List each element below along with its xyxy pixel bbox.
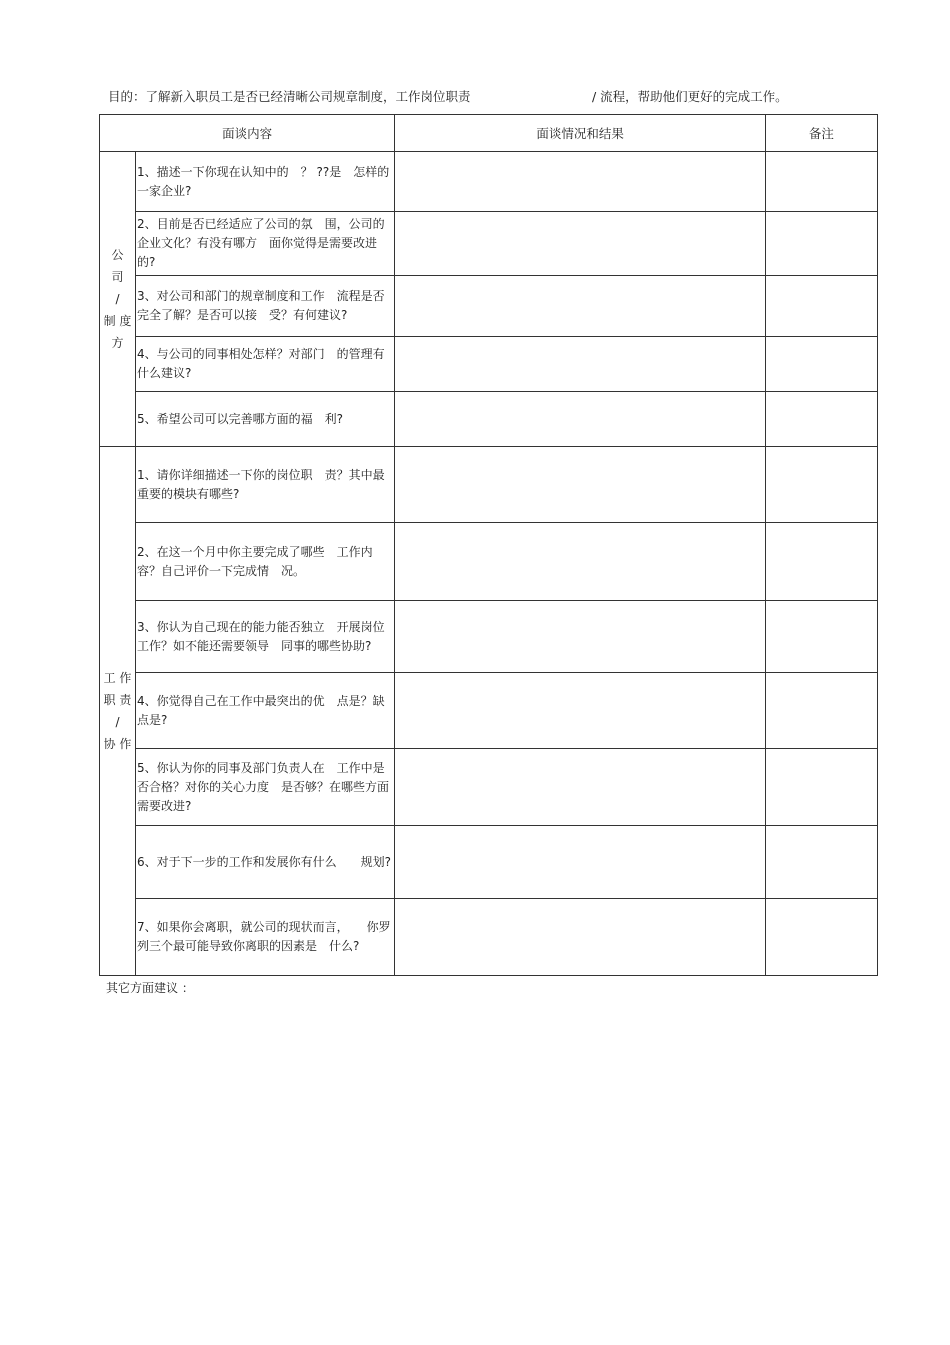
header-row [100,115,878,152]
table-row [100,212,878,276]
header-content: 面谈内容 [100,115,395,152]
question-cell: 6、对于下一步的工作和发展你有什么 规划? [136,826,395,899]
remark-cell[interactable] [765,447,877,523]
table-row [100,152,878,212]
category-line: 协 作 [103,737,132,751]
result-cell[interactable] [395,899,765,976]
category-line: 方 [111,336,124,350]
remark-cell[interactable] [765,523,877,601]
category-line: / [115,715,120,729]
remark-cell[interactable] [765,392,877,447]
question-cell: 4、你觉得自己在工作中最突出的优 点是？缺点是? [136,673,395,749]
result-cell[interactable] [395,673,765,749]
question-cell: 3、对公司和部门的规章制度和工作 流程是否完全了解？是否可以接 受？有何建议? [136,276,395,337]
question-cell: 4、与公司的同事相处怎样？对部门 的管理有什么建议? [136,337,395,392]
result-cell[interactable] [395,447,765,523]
table-row [100,749,878,826]
table-row [100,673,878,749]
remark-cell[interactable] [765,601,877,673]
category-company-system [100,152,136,447]
question-cell: 2、目前是否已经适应了公司的氛 围，公司的企业文化？有没有哪方 面你觉得是需要改进的? [136,212,395,276]
interview-table [99,114,878,976]
question-cell: 1、请你详细描述一下你的岗位职 责？其中最重要的模块有哪些? [136,447,395,523]
header-result: 面谈情况和结果 [395,115,765,152]
category-line: / [115,292,120,306]
result-cell[interactable] [395,337,765,392]
question-cell: 5、希望公司可以完善哪方面的福 利? [136,392,395,447]
table-row [100,392,878,447]
remark-cell[interactable] [765,276,877,337]
question-cell: 3、你认为自己现在的能力能否独立 开展岗位工作？如不能还需要领导 同事的哪些协助? [136,601,395,673]
question-cell: 5、你认为你的同事及部门负责人在 工作中是否合格？对你的关心力度 是否够？在哪些方面需要改进? [136,749,395,826]
question-cell: 1、描述一下你现在认知中的 ？ ??是 怎样的一家企业? [136,152,395,212]
category-line: 工 作 [103,671,132,685]
category-job-duties [100,447,136,976]
question-cell: 7、如果你会离职，就公司的现状而言， 你罗列三个最可能导致你离职的因素是 什么? [136,899,395,976]
table-row [100,826,878,899]
question-cell: 2、在这一个月中你主要完成了哪些 工作内容？自己评价一下完成情 况。 [136,523,395,601]
result-cell[interactable] [395,601,765,673]
remark-cell[interactable] [765,212,877,276]
table-row [100,601,878,673]
other-suggestions-label: 其它方面建议 ： [106,981,194,995]
category-line: 制 度 [103,314,132,328]
category-line: 公 [111,248,124,262]
result-cell[interactable] [395,749,765,826]
remark-cell[interactable] [765,673,877,749]
remark-cell[interactable] [765,826,877,899]
purpose-statement [108,87,898,107]
purpose-text-part1: 目的：了解新入职员工是否已经清晰公司规章制度，工作岗位职责 [108,89,471,104]
table-row [100,899,878,976]
header-remark: 备注 [765,115,877,152]
result-cell[interactable] [395,276,765,337]
remark-cell[interactable] [765,337,877,392]
result-cell[interactable] [395,826,765,899]
remark-cell[interactable] [765,749,877,826]
result-cell[interactable] [395,212,765,276]
purpose-text-part2: / 流程，帮助他们更好的完成工作。 [592,89,788,104]
remark-cell[interactable] [765,899,877,976]
result-cell[interactable] [395,523,765,601]
result-cell[interactable] [395,152,765,212]
table-row [100,337,878,392]
table-row [100,523,878,601]
table-row [100,447,878,523]
table-row [100,276,878,337]
result-cell[interactable] [395,392,765,447]
category-line: 职 责 [103,693,132,707]
remark-cell[interactable] [765,152,877,212]
category-line: 司 [111,270,124,284]
